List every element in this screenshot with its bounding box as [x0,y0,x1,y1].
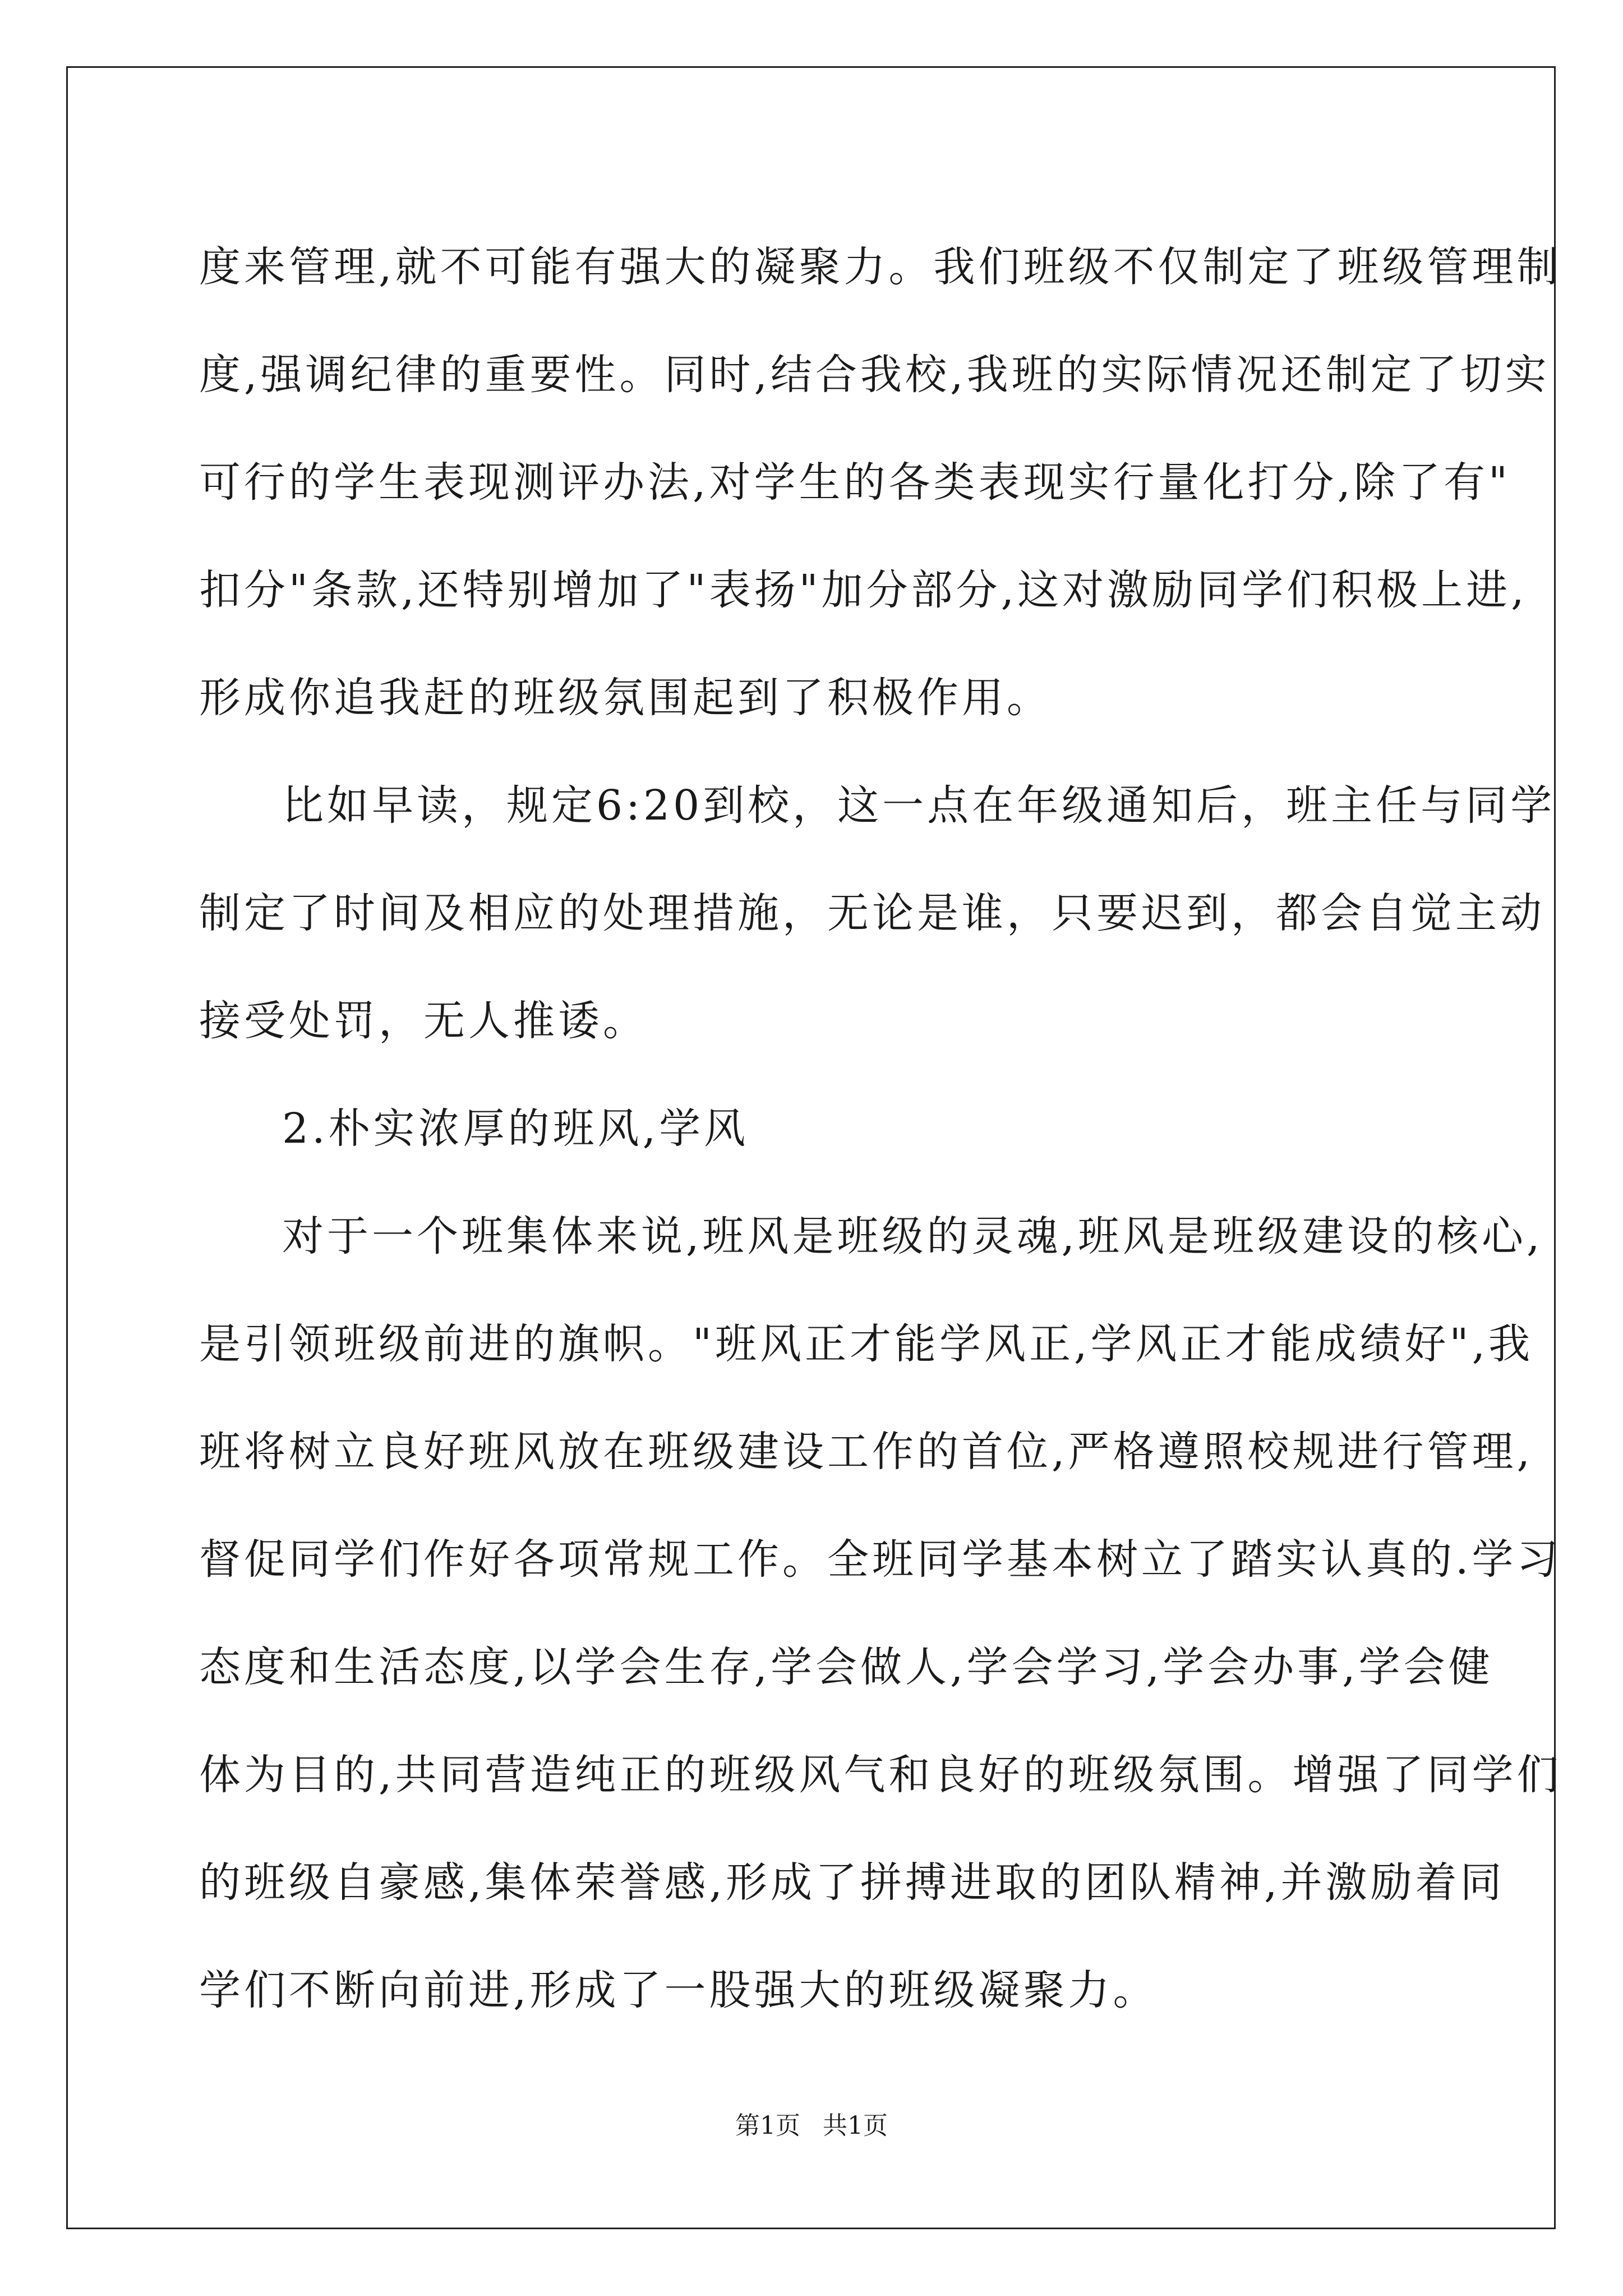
text-line: 态度和生活态度,以学会生存,学会做人,学会学习,学会办事,学会健 [199,1643,1493,1691]
text-line: 可行的学生表现测评办法,对学生的各类表现实行量化打分,除了有" [199,458,1511,507]
page-number: 第1页 [735,2111,800,2140]
text-line: 对于一个班集体来说,班风是班级的灵魂,班风是班级建设的核心, [282,1212,1543,1260]
page-total: 共1页 [823,2111,888,2140]
text-line: 接受处罚，无人推诿。 [199,997,648,1045]
text-line: 度,强调纪律的重要性。同时,结合我校,我班的实际情况还制定了切实 [199,351,1550,399]
text-line: 扣分"条款,还特别增加了"表扬"加分部分,这对激励同学们积极上进, [199,566,1528,614]
text-line: 制定了时间及相应的处理措施，无论是谁，只要迟到，都会自觉主动 [199,889,1545,937]
text-line: 形成你追我赶的班级氛围起到了积极作用。 [199,674,1052,722]
text-line: 比如早读，规定6:20到校，这一点在年级通知后，班主任与同学 [282,781,1556,830]
text-line: 度来管理,就不可能有强大的凝聚力。我们班级不仅制定了班级管理制 [199,243,1562,291]
text-line: 2.朴实浓厚的班风,学风 [282,1105,749,1153]
text-line: 班将树立良好班风放在班级建设工作的首位,严格遵照校规进行管理, [199,1428,1534,1476]
text-line: 是引领班级前进的旗帜。"班风正才能学风正,学风正才能成绩好",我 [199,1320,1534,1368]
text-line: 的班级自豪感,集体荣誉感,形成了拼搏进取的团队精神,并激励着同 [199,1858,1505,1907]
page-footer [0,2109,1623,2143]
text-line: 学们不断向前进,形成了一股强大的班级凝聚力。 [199,1966,1158,2014]
text-line: 督促同学们作好各项常规工作。全班同学基本树立了踏实认真的.学习 [199,1535,1562,1584]
document-body [199,213,1562,2044]
text-line: 体为目的,共同营造纯正的班级风气和良好的班级氛围。增强了同学们 [199,1751,1562,1799]
